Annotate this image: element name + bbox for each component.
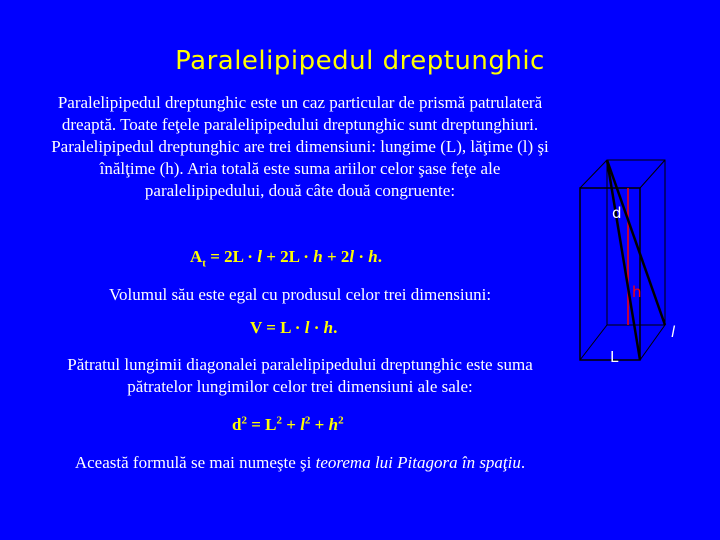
- area-formula: [190, 247, 382, 269]
- volume-formula: [250, 318, 337, 338]
- diagonal-paragraph: Pătratul lungimii diagonalei paralelipipedului dreptunghic este suma pătratelor lungimilor celor trei dimensiuni ale sale:: [67, 355, 533, 396]
- area-formula-text: $A_t = 2L \cdot l + 2L \cdot h + 2l \cdot h$.: [190, 247, 382, 270]
- label-l-small: l: [671, 323, 676, 341]
- cuboid-edge: [580, 325, 607, 360]
- cuboid-front-face: [580, 188, 640, 360]
- diagonal-formula-text: $d^2 = L^2 + l^2 + h^2$: [232, 414, 344, 434]
- cuboid-figure: [570, 150, 690, 370]
- page-title: Paralelipipedul dreptunghic: [175, 46, 545, 76]
- space-diagonal-line: [607, 160, 640, 360]
- volume-paragraph: Volumul său este egal cu produsul celor trei dimensiuni:: [108, 285, 492, 304]
- cuboid-edge: [640, 160, 665, 188]
- cuboid-edge: [580, 160, 607, 188]
- cuboid-edge: [640, 325, 665, 360]
- diagonal-formula: [232, 414, 344, 435]
- intro-paragraph: Paralelipipedul dreptunghic este un caz particular de prismă patrulateră dreaptă. Toate feţele paralelipipedului dreptunghic sunt dreptunghiuri. Paralelipipedul dreptunghic are trei dimensiuni: lungime (L), lăţime (l) şi înălţime (h). Aria totală este suma ariilor celor şase feţe ale paralelipipedului, două câte două congruente:: [51, 93, 549, 200]
- label-h: h: [632, 283, 642, 301]
- volume-formula-text: V = L · l · h.: [250, 318, 338, 337]
- closing-period: .: [520, 453, 526, 472]
- closing-text: Această formulă se mai numeşte şi: [74, 453, 312, 472]
- label-d: d: [612, 204, 622, 222]
- closing-paragraph: [45, 452, 555, 474]
- pythagoras-reference: teorema lui Pitagora în spaţiu: [315, 453, 521, 472]
- label-L: L: [610, 348, 619, 366]
